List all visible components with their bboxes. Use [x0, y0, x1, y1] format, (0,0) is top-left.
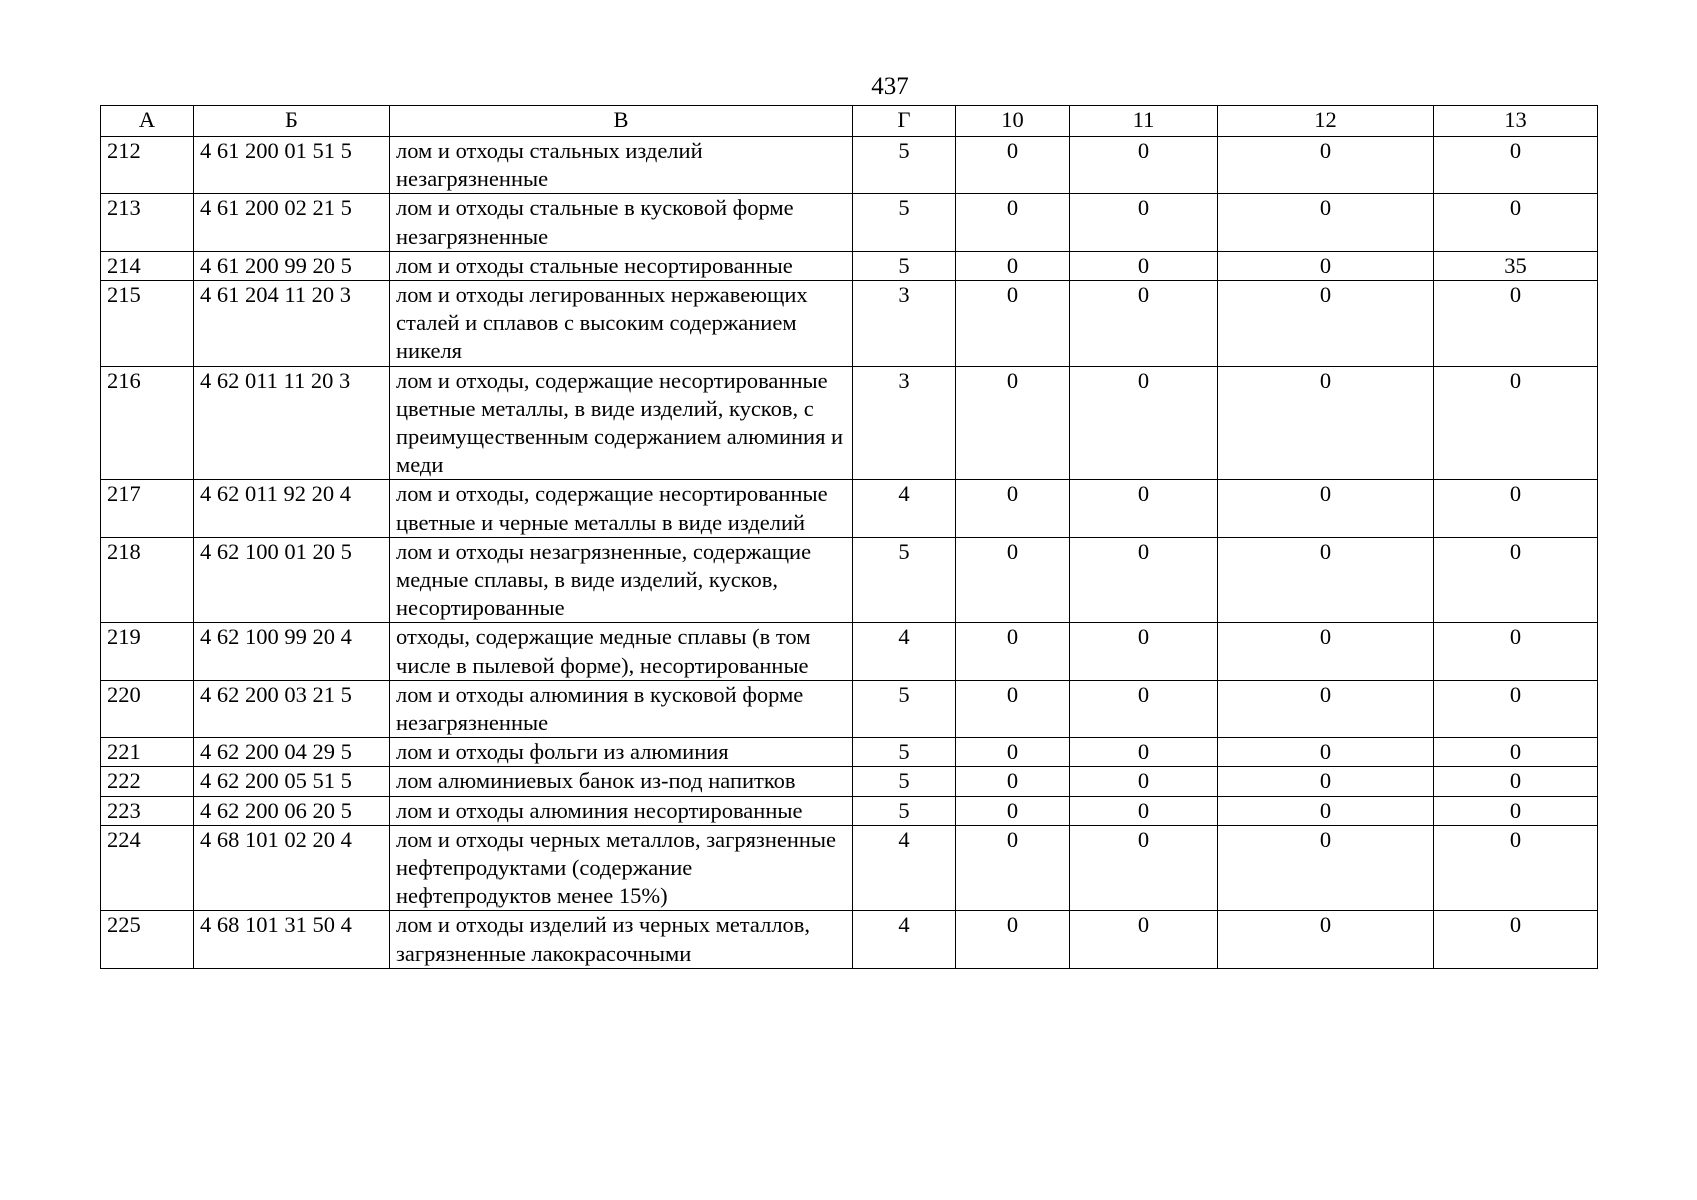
waste-code-cell: 4 61 200 01 51 5	[194, 137, 390, 194]
value-cell-10: 0	[956, 281, 1070, 367]
value-cell-13: 0	[1434, 537, 1598, 623]
hazard-class-cell: 4	[853, 825, 956, 911]
waste-code-cell: 4 62 011 92 20 4	[194, 480, 390, 537]
value-cell-10: 0	[956, 796, 1070, 825]
value-cell-12: 0	[1218, 623, 1434, 680]
header-col-13: 13	[1434, 106, 1598, 137]
waste-name-cell: лом и отходы черных металлов, загрязненные нефтепродуктами (содержание нефтепродуктов менее 15%)	[390, 825, 853, 911]
table-row	[101, 680, 1598, 737]
hazard-class-cell: 5	[853, 796, 956, 825]
value-cell-11: 0	[1070, 251, 1218, 280]
header-col-b: Б	[194, 106, 390, 137]
table-row	[101, 911, 1598, 968]
value-cell-11: 0	[1070, 537, 1218, 623]
value-cell-11: 0	[1070, 194, 1218, 251]
table-row	[101, 825, 1598, 911]
value-cell-13: 0	[1434, 796, 1598, 825]
value-cell-11: 0	[1070, 680, 1218, 737]
table-row	[101, 366, 1598, 480]
row-number-cell: 218	[101, 537, 194, 623]
header-col-10: 10	[956, 106, 1070, 137]
row-number-cell: 216	[101, 366, 194, 480]
waste-name-cell: лом и отходы изделий из черных металлов, загрязненные лакокрасочными	[390, 911, 853, 968]
value-cell-13: 35	[1434, 251, 1598, 280]
hazard-class-cell: 4	[853, 623, 956, 680]
row-number-cell: 219	[101, 623, 194, 680]
page-number: 437	[871, 73, 909, 100]
value-cell-10: 0	[956, 366, 1070, 480]
row-number-cell: 214	[101, 251, 194, 280]
value-cell-11: 0	[1070, 796, 1218, 825]
value-cell-12: 0	[1218, 137, 1434, 194]
waste-name-cell: лом и отходы, содержащие несортированные цветные и черные металлы в виде изделий	[390, 480, 853, 537]
value-cell-13: 0	[1434, 738, 1598, 767]
value-cell-10: 0	[956, 194, 1070, 251]
value-cell-13: 0	[1434, 137, 1598, 194]
value-cell-12: 0	[1218, 366, 1434, 480]
table-row	[101, 480, 1598, 537]
header-col-11: 11	[1070, 106, 1218, 137]
row-number-cell: 225	[101, 911, 194, 968]
waste-code-cell: 4 62 200 04 29 5	[194, 738, 390, 767]
value-cell-12: 0	[1218, 480, 1434, 537]
hazard-class-cell: 5	[853, 194, 956, 251]
hazard-class-cell: 5	[853, 738, 956, 767]
table-row	[101, 537, 1598, 623]
value-cell-13: 0	[1434, 623, 1598, 680]
table-row	[101, 623, 1598, 680]
waste-name-cell: лом и отходы алюминия несортированные	[390, 796, 853, 825]
value-cell-12: 0	[1218, 281, 1434, 367]
hazard-class-cell: 5	[853, 680, 956, 737]
waste-classification-table	[100, 105, 1598, 969]
table-body	[101, 137, 1598, 969]
waste-name-cell: лом и отходы незагрязненные, содержащие медные сплавы, в виде изделий, кусков, несортированные	[390, 537, 853, 623]
value-cell-10: 0	[956, 480, 1070, 537]
value-cell-10: 0	[956, 680, 1070, 737]
waste-code-cell: 4 62 100 99 20 4	[194, 623, 390, 680]
waste-name-cell: лом алюминиевых банок из-под напитков	[390, 767, 853, 796]
header-row	[101, 106, 1598, 137]
hazard-class-cell: 4	[853, 480, 956, 537]
value-cell-10: 0	[956, 825, 1070, 911]
hazard-class-cell: 5	[853, 137, 956, 194]
value-cell-13: 0	[1434, 281, 1598, 367]
waste-code-cell: 4 62 200 06 20 5	[194, 796, 390, 825]
waste-name-cell: лом и отходы алюминия в кусковой форме незагрязненные	[390, 680, 853, 737]
value-cell-12: 0	[1218, 796, 1434, 825]
header-col-a: А	[101, 106, 194, 137]
row-number-cell: 213	[101, 194, 194, 251]
value-cell-10: 0	[956, 251, 1070, 280]
waste-code-cell: 4 68 101 31 50 4	[194, 911, 390, 968]
waste-code-cell: 4 68 101 02 20 4	[194, 825, 390, 911]
table-header	[101, 106, 1598, 137]
value-cell-10: 0	[956, 137, 1070, 194]
hazard-class-cell: 5	[853, 767, 956, 796]
waste-name-cell: отходы, содержащие медные сплавы (в том числе в пылевой форме), несортированные	[390, 623, 853, 680]
header-col-12: 12	[1218, 106, 1434, 137]
value-cell-13: 0	[1434, 680, 1598, 737]
waste-code-cell: 4 61 204 11 20 3	[194, 281, 390, 367]
hazard-class-cell: 3	[853, 366, 956, 480]
row-number-cell: 215	[101, 281, 194, 367]
row-number-cell: 223	[101, 796, 194, 825]
waste-name-cell: лом и отходы легированных нержавеющих сталей и сплавов с высоким содержанием никеля	[390, 281, 853, 367]
value-cell-11: 0	[1070, 738, 1218, 767]
waste-name-cell: лом и отходы стальные в кусковой форме незагрязненные	[390, 194, 853, 251]
header-col-g: Г	[853, 106, 956, 137]
waste-code-cell: 4 62 200 05 51 5	[194, 767, 390, 796]
value-cell-13: 0	[1434, 911, 1598, 968]
value-cell-12: 0	[1218, 251, 1434, 280]
hazard-class-cell: 5	[853, 251, 956, 280]
table-row	[101, 281, 1598, 367]
row-number-cell: 217	[101, 480, 194, 537]
value-cell-10: 0	[956, 623, 1070, 680]
hazard-class-cell: 3	[853, 281, 956, 367]
row-number-cell: 222	[101, 767, 194, 796]
waste-code-cell: 4 62 200 03 21 5	[194, 680, 390, 737]
value-cell-10: 0	[956, 911, 1070, 968]
waste-code-cell: 4 62 011 11 20 3	[194, 366, 390, 480]
row-number-cell: 212	[101, 137, 194, 194]
row-number-cell: 220	[101, 680, 194, 737]
hazard-class-cell: 5	[853, 537, 956, 623]
waste-code-cell: 4 61 200 02 21 5	[194, 194, 390, 251]
header-col-v: В	[390, 106, 853, 137]
table-row	[101, 194, 1598, 251]
value-cell-12: 0	[1218, 767, 1434, 796]
waste-name-cell: лом и отходы стальные несортированные	[390, 251, 853, 280]
value-cell-11: 0	[1070, 623, 1218, 680]
value-cell-11: 0	[1070, 366, 1218, 480]
value-cell-12: 0	[1218, 911, 1434, 968]
table-row	[101, 738, 1598, 767]
waste-code-cell: 4 61 200 99 20 5	[194, 251, 390, 280]
value-cell-11: 0	[1070, 137, 1218, 194]
value-cell-12: 0	[1218, 738, 1434, 767]
value-cell-12: 0	[1218, 194, 1434, 251]
value-cell-13: 0	[1434, 480, 1598, 537]
value-cell-13: 0	[1434, 194, 1598, 251]
waste-name-cell: лом и отходы, содержащие несортированные цветные металлы, в виде изделий, кусков, с преимущественным содержанием алюминия и меди	[390, 366, 853, 480]
waste-name-cell: лом и отходы стальных изделий незагрязненные	[390, 137, 853, 194]
table-row	[101, 767, 1598, 796]
waste-code-cell: 4 62 100 01 20 5	[194, 537, 390, 623]
value-cell-11: 0	[1070, 767, 1218, 796]
value-cell-13: 0	[1434, 767, 1598, 796]
hazard-class-cell: 4	[853, 911, 956, 968]
value-cell-13: 0	[1434, 825, 1598, 911]
row-number-cell: 221	[101, 738, 194, 767]
value-cell-10: 0	[956, 537, 1070, 623]
value-cell-11: 0	[1070, 911, 1218, 968]
value-cell-11: 0	[1070, 825, 1218, 911]
value-cell-11: 0	[1070, 480, 1218, 537]
value-cell-13: 0	[1434, 366, 1598, 480]
value-cell-11: 0	[1070, 281, 1218, 367]
value-cell-12: 0	[1218, 680, 1434, 737]
value-cell-10: 0	[956, 738, 1070, 767]
table-row	[101, 251, 1598, 280]
value-cell-12: 0	[1218, 537, 1434, 623]
value-cell-12: 0	[1218, 825, 1434, 911]
value-cell-10: 0	[956, 767, 1070, 796]
table-row	[101, 137, 1598, 194]
waste-name-cell: лом и отходы фольги из алюминия	[390, 738, 853, 767]
table-row	[101, 796, 1598, 825]
row-number-cell: 224	[101, 825, 194, 911]
